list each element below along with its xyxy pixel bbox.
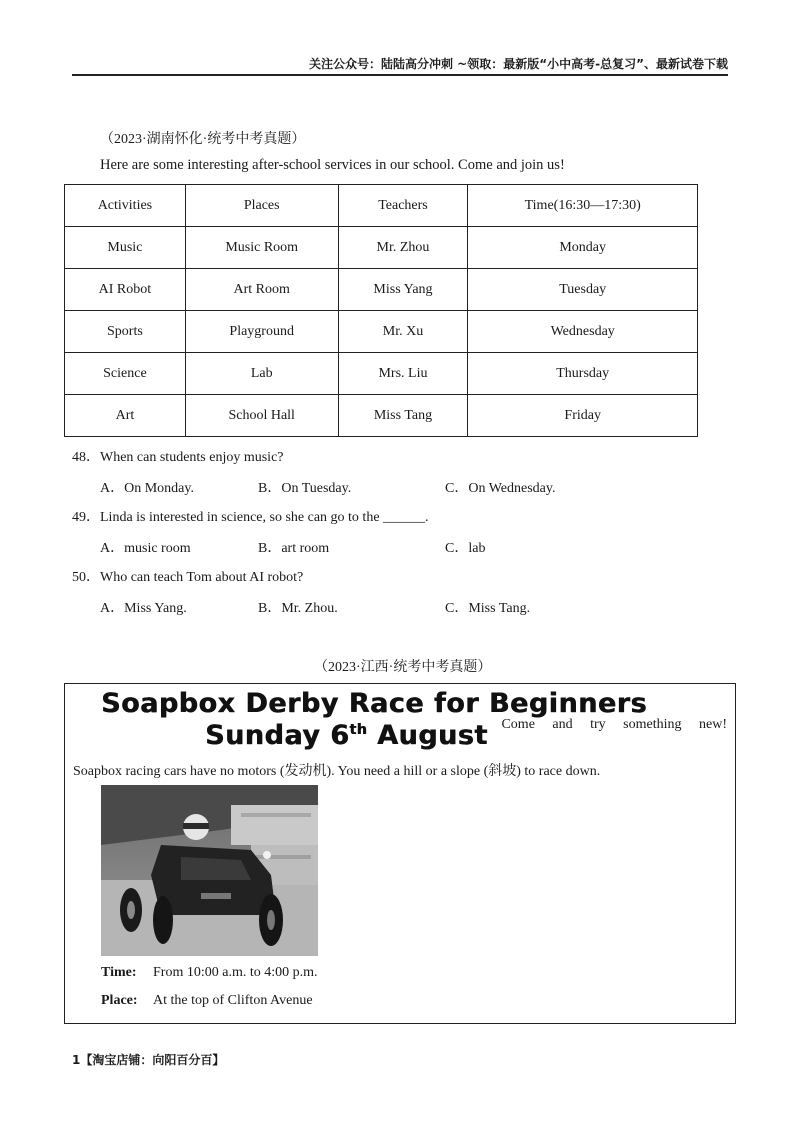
table-cell: Miss Tang <box>338 395 468 437</box>
table-cell: Mr. Xu <box>338 311 468 353</box>
page-footer: 1【淘宝店铺：向阳百分百】 <box>72 1053 225 1067</box>
table-header-row <box>65 185 698 227</box>
table-cell: Playground <box>185 311 338 353</box>
place-value: At the top of Clifton Avenue <box>153 993 313 1008</box>
table-header-cell: Time(16:30—17:30) <box>468 185 698 227</box>
soapbox-poster <box>64 683 736 1024</box>
table-cell: Tuesday <box>468 269 698 311</box>
table-header-cell: Places <box>185 185 338 227</box>
option-49-a[interactable]: A．music room <box>100 541 191 556</box>
table-cell: Music <box>65 227 186 269</box>
poster-description: Soapbox racing cars have no motors (发动机). You need a hill or a slope (斜坡) to race down. <box>73 764 601 779</box>
table-cell: Science <box>65 353 186 395</box>
time-label: Time: <box>101 965 137 980</box>
place-label: Place: <box>101 993 138 1008</box>
option-50-a[interactable]: A．Miss Yang. <box>100 601 187 616</box>
table-row <box>65 353 698 395</box>
table-row <box>65 269 698 311</box>
table-cell: Sports <box>65 311 186 353</box>
option-50-c[interactable]: C．Miss Tang. <box>445 601 531 616</box>
table-cell: Friday <box>468 395 698 437</box>
table-cell: School Hall <box>185 395 338 437</box>
table-cell: Mrs. Liu <box>338 353 468 395</box>
table-cell: Wednesday <box>468 311 698 353</box>
table-row <box>65 311 698 353</box>
option-48-b[interactable]: B．On Tuesday. <box>258 481 352 496</box>
question-48: 48．When can students enjoy music? <box>72 450 284 465</box>
table-cell: Miss Yang <box>338 269 468 311</box>
table-cell: Art <box>65 395 186 437</box>
option-48-a[interactable]: A．On Monday. <box>100 481 194 496</box>
table-cell: Art Room <box>185 269 338 311</box>
table-header-cell: Teachers <box>338 185 468 227</box>
option-48-c[interactable]: C．On Wednesday. <box>445 481 556 496</box>
question-50: 50．Who can teach Tom about AI robot? <box>72 570 304 585</box>
poster-date: Sunday 6th August <box>205 720 488 751</box>
table-row <box>65 395 698 437</box>
option-49-c[interactable]: C．lab <box>445 541 486 556</box>
table-cell: Thursday <box>468 353 698 395</box>
option-49-b[interactable]: B．art room <box>258 541 330 556</box>
option-50-b[interactable]: B．Mr. Zhou. <box>258 601 338 616</box>
table-cell: Music Room <box>185 227 338 269</box>
table-header-cell: Activities <box>65 185 186 227</box>
table-cell: AI Robot <box>65 269 186 311</box>
poster-tagline: Come and try something new! <box>501 717 727 732</box>
poster-title: Soapbox Derby Race for Beginners <box>101 688 647 719</box>
table-cell: Lab <box>185 353 338 395</box>
table-cell: Mr. Zhou <box>338 227 468 269</box>
table-row <box>65 227 698 269</box>
time-value: From 10:00 a.m. to 4:00 p.m. <box>153 965 318 980</box>
soapbox-car-photo-icon <box>101 785 318 956</box>
passage1-source: （2023·湖南怀化·统考中考真题） <box>100 132 306 147</box>
page-header: 关注公众号：陆陆高分冲刺 ~领取：最新版“小中高考-总复习”、最新试卷下载 <box>72 54 728 76</box>
table-cell: Monday <box>468 227 698 269</box>
services-table <box>64 184 698 437</box>
passage2-source: （2023·江西·统考中考真题） <box>314 660 492 675</box>
question-49: 49．Linda is interested in science, so she can go to the ______. <box>72 510 429 525</box>
passage1-intro: Here are some interesting after-school services in our school. Come and join us! <box>100 157 565 173</box>
